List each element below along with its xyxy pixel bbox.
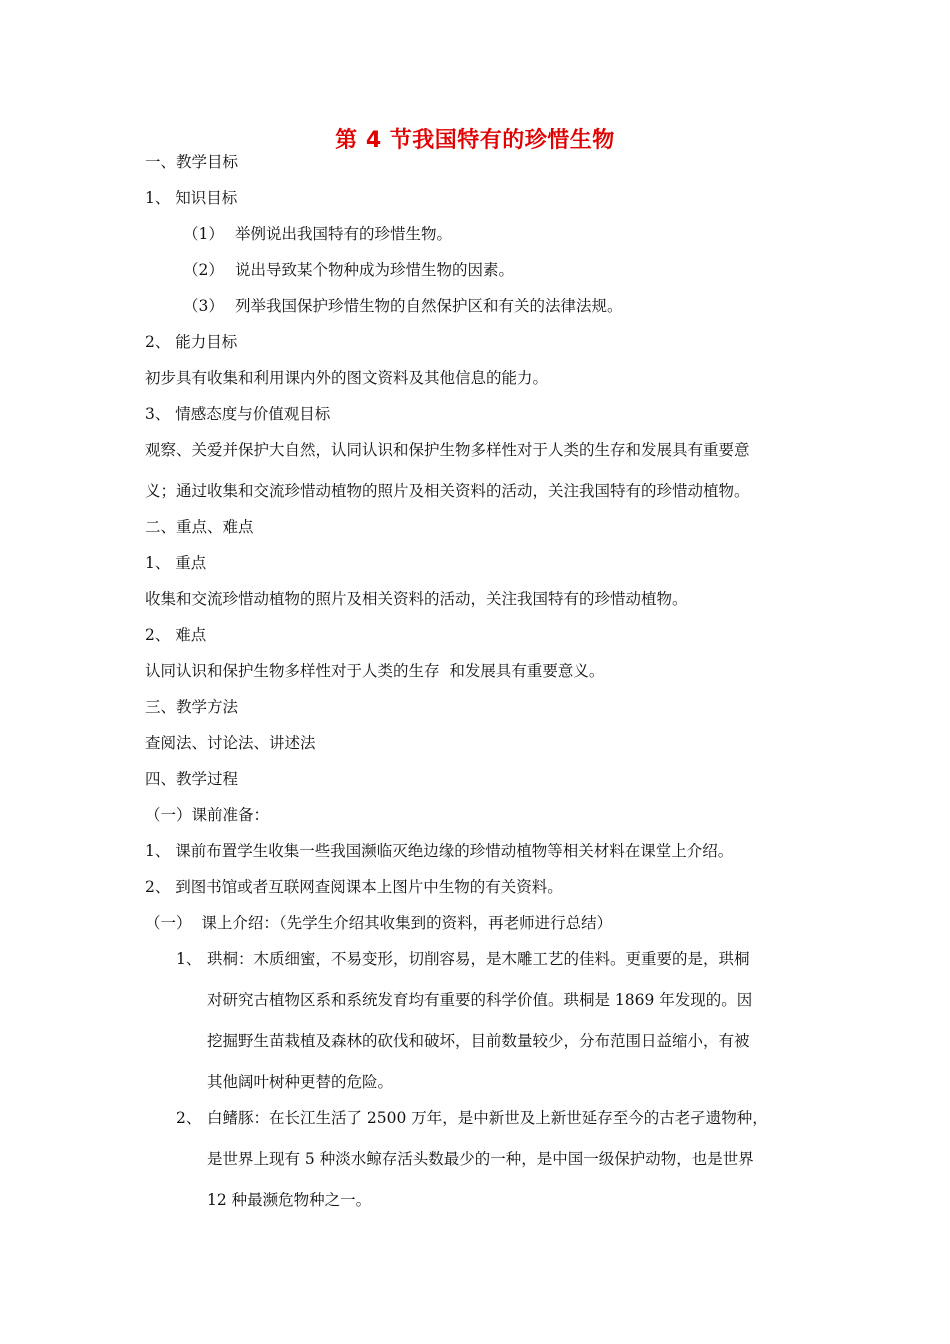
in-class-item-2 bbox=[176, 1107, 768, 1129]
item-text: 珙桐：木质细蜜，不易变形，切削容易，是木雕工艺的佳料。更重要的是，珙桐 bbox=[207, 950, 750, 968]
pre-class-item-1: 1、 课前布置学生收集一些我国濒临灭绝边缘的珍惜动植物等相关材料在课堂上介绍。 bbox=[145, 842, 734, 860]
method-text: 查阅法、讨论法、讲述法 bbox=[145, 734, 316, 752]
pre-class-heading: （一）课前准备： bbox=[145, 806, 270, 824]
knowledge-item-2 bbox=[183, 259, 514, 281]
section-heading-key-points: 二、重点、难点 bbox=[145, 518, 254, 536]
knowledge-item-1 bbox=[183, 223, 452, 245]
section-heading-teaching-goals: 一、教学目标 bbox=[145, 153, 239, 171]
item-text: 举例说出我国特有的珍惜生物。 bbox=[235, 225, 453, 243]
knowledge-item-3 bbox=[183, 295, 623, 317]
pre-class-item-2: 2、 到图书馆或者互联网查阅课本上图片中生物的有关资料。 bbox=[145, 878, 563, 896]
item-text: 列举我国保护珍惜生物的自然保护区和有关的法律法规。 bbox=[235, 297, 623, 315]
key-point-text: 收集和交流珍惜动植物的照片及相关资料的活动，关注我国特有的珍惜动植物。 bbox=[145, 590, 688, 608]
in-class-heading: （一） 课上介绍：（先学生介绍其收集到的资料，再老师进行总结） bbox=[145, 914, 613, 932]
emotion-text-line-2: 义；通过收集和交流珍惜动植物的照片及相关资料的活动，关注我国特有的珍惜动植物。 bbox=[145, 482, 750, 500]
item-text: 说出导致某个物种成为珍惜生物的因素。 bbox=[235, 261, 515, 279]
item-number: （1） bbox=[183, 225, 224, 243]
item-number: 1、 bbox=[176, 950, 202, 968]
in-class-item-1-line-2: 对研究古植物区系和系统发育均有重要的科学价值。珙桐是 1869 年发现的。因 bbox=[207, 991, 753, 1009]
subsection-key-point: 1、 重点 bbox=[145, 554, 207, 572]
item-number: （3） bbox=[183, 297, 224, 315]
section-heading-teaching-process: 四、教学过程 bbox=[145, 770, 239, 788]
in-class-item-1-line-4: 其他阔叶树种更替的危险。 bbox=[207, 1073, 394, 1091]
in-class-item-1 bbox=[176, 948, 750, 970]
subsection-knowledge-goals: 1、 知识目标 bbox=[145, 189, 238, 207]
page-title: 第 4 节我国特有的珍惜生物 bbox=[335, 128, 615, 153]
in-class-item-2-line-2: 是世界上现有 5 种淡水鲸存活头数最少的一种，是中国一级保护动物，也是世界 bbox=[207, 1150, 754, 1168]
in-class-item-1-line-3: 挖掘野生苗栽植及森林的砍伐和破坏，目前数量较少，分布范围日益缩小，有被 bbox=[207, 1032, 750, 1050]
subsection-difficulty: 2、 难点 bbox=[145, 626, 207, 644]
subsection-ability-goals: 2、 能力目标 bbox=[145, 333, 238, 351]
in-class-item-2-line-3: 12 种最濒危物种之一。 bbox=[207, 1191, 372, 1209]
ability-text: 初步具有收集和利用课内外的图文资料及其他信息的能力。 bbox=[145, 369, 549, 387]
item-number: 2、 bbox=[176, 1109, 202, 1127]
difficulty-text: 认同认识和保护生物多样性对于人类的生存 和发展具有重要意义。 bbox=[145, 662, 605, 680]
section-heading-teaching-method: 三、教学方法 bbox=[145, 698, 239, 716]
emotion-text-line-1: 观察、关爱并保护大自然，认同认识和保护生物多样性对于人类的生存和发展具有重要意 bbox=[145, 441, 750, 459]
item-number: （2） bbox=[183, 261, 224, 279]
subsection-emotion-goals: 3、 情感态度与价值观目标 bbox=[145, 405, 331, 423]
item-text: 白鳍豚：在长江生活了 2500 万年，是中新世及上新世延存至今的古老孑遗物种， bbox=[207, 1109, 768, 1127]
